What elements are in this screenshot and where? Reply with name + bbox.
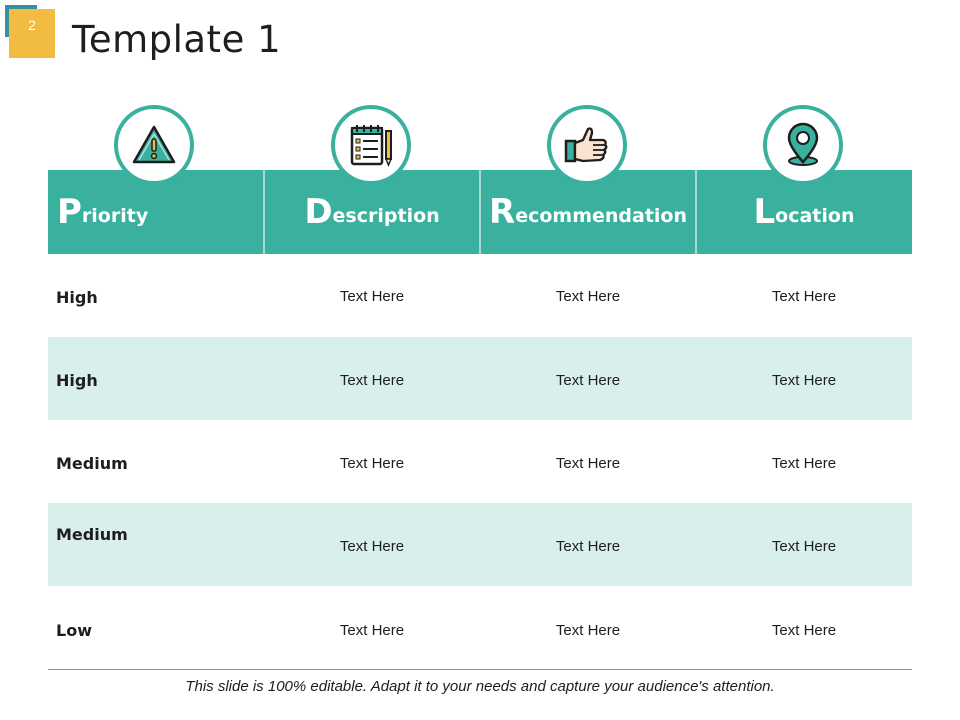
table-row <box>48 503 912 586</box>
recommendation-cell: Text Here <box>555 372 621 389</box>
recommendation-cell: Text Here <box>555 538 621 555</box>
slide-number: 2 <box>9 9 55 58</box>
description-cell: Text Here <box>339 372 405 389</box>
description-cell: Text Here <box>339 538 405 555</box>
priority-cell: Medium <box>56 454 128 473</box>
thumbs-up-icon <box>547 105 627 185</box>
table-row <box>48 254 912 337</box>
table-bottom-rule <box>48 669 912 670</box>
recommendation-cell: Text Here <box>555 288 621 305</box>
location-cell: Text Here <box>771 538 837 555</box>
priority-cell: High <box>56 288 98 307</box>
header-description: D escription <box>304 192 440 232</box>
location-cell: Text Here <box>771 455 837 472</box>
table-row <box>48 420 912 503</box>
description-cell: Text Here <box>339 622 405 639</box>
location-pin-icon <box>763 105 843 185</box>
description-cell: Text Here <box>339 288 405 305</box>
location-cell: Text Here <box>771 622 837 639</box>
table-row <box>48 337 912 420</box>
footer-note: This slide is 100% editable. Adapt it to your needs and capture your audience's attention. <box>185 678 775 695</box>
slide-title: Template 1 <box>72 18 282 61</box>
header-location: L ocation <box>753 192 855 232</box>
description-cell: Text Here <box>339 455 405 472</box>
warning-icon <box>114 105 194 185</box>
priority-cell: Medium <box>56 525 128 544</box>
recommendation-cell: Text Here <box>555 455 621 472</box>
header-recommendation: R ecommendation <box>489 192 687 232</box>
header-divider <box>479 170 481 254</box>
priority-cell: Low <box>56 621 92 640</box>
table-row <box>48 586 912 669</box>
header-divider <box>263 170 265 254</box>
notepad-icon <box>331 105 411 185</box>
header-priority: P riority <box>57 192 149 232</box>
recommendation-cell: Text Here <box>555 622 621 639</box>
header-divider <box>695 170 697 254</box>
priority-cell: High <box>56 371 98 390</box>
location-cell: Text Here <box>771 288 837 305</box>
location-cell: Text Here <box>771 372 837 389</box>
